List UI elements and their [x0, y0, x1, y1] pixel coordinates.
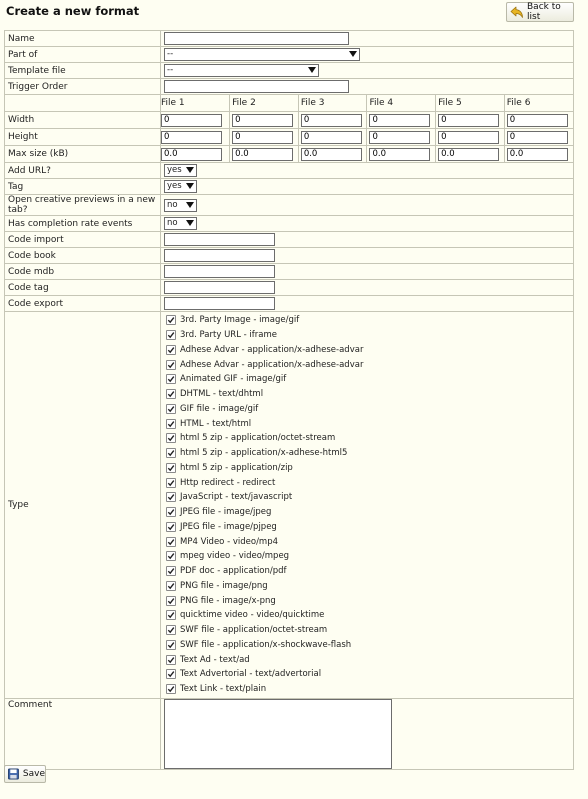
tag-select[interactable]	[164, 180, 197, 193]
checkmark-icon	[167, 567, 175, 575]
checkmark-icon	[167, 493, 175, 501]
file-header: File 3	[298, 95, 367, 111]
checkbox[interactable]	[166, 625, 176, 635]
checkbox[interactable]	[166, 360, 176, 370]
code-mdb-label: Code mdb	[5, 264, 161, 280]
code-tag-input[interactable]	[164, 281, 275, 294]
checkmark-icon	[167, 361, 175, 369]
type-checkbox-label: MP4 Video - video/mp4	[180, 536, 279, 547]
checkbox[interactable]	[166, 478, 176, 488]
code-import-label: Code import	[5, 232, 161, 248]
checkmark-icon	[167, 597, 175, 605]
max-size-input-file-2[interactable]	[232, 148, 293, 161]
checkbox[interactable]	[166, 330, 176, 340]
checkbox[interactable]	[166, 448, 176, 458]
type-checkbox-label: PNG file - image/x-png	[180, 595, 276, 606]
type-checkbox-item[interactable]	[164, 652, 570, 667]
height-label: Height	[5, 129, 161, 146]
row-add-url	[5, 163, 574, 179]
file-header: File 2	[230, 95, 299, 111]
type-checkbox-label: Animated GIF - image/gif	[180, 374, 287, 385]
row-code-tag	[5, 280, 574, 296]
row-height	[5, 129, 574, 146]
type-checkbox-item[interactable]	[164, 534, 570, 549]
chevron-down-icon	[186, 183, 194, 189]
checkbox[interactable]	[166, 345, 176, 355]
checkbox[interactable]	[166, 596, 176, 606]
add-url-select[interactable]	[164, 164, 197, 177]
checkmark-icon	[167, 508, 175, 516]
part-of-select[interactable]	[164, 48, 360, 61]
checkbox[interactable]	[166, 389, 176, 399]
chevron-down-icon	[349, 51, 357, 57]
height-input-file-1[interactable]	[161, 131, 222, 144]
type-checkbox-item[interactable]	[164, 505, 570, 520]
floppy-disk-icon	[8, 768, 19, 780]
checkmark-icon	[167, 552, 175, 560]
row-open-previews	[5, 195, 574, 216]
type-checkbox-item[interactable]	[164, 402, 570, 417]
chevron-down-icon	[186, 220, 194, 226]
back-arrow-icon	[510, 6, 524, 19]
type-checkbox-label: Adhese Advar - application/x-adhese-advar	[180, 359, 364, 370]
row-max-size	[5, 146, 574, 163]
row-type	[5, 312, 574, 699]
checkbox[interactable]	[166, 522, 176, 532]
checkbox[interactable]	[166, 537, 176, 547]
trigger-order-input[interactable]	[164, 80, 349, 93]
row-part-of	[5, 47, 574, 63]
template-file-select[interactable]	[164, 64, 319, 77]
row-trigger-order	[5, 79, 574, 95]
name-input[interactable]	[164, 32, 349, 45]
code-book-label: Code book	[5, 248, 161, 264]
checkbox[interactable]	[166, 551, 176, 561]
save-button[interactable]	[4, 765, 46, 783]
checkmark-icon	[167, 405, 175, 413]
checkbox[interactable]	[166, 315, 176, 325]
row-code-export	[5, 296, 574, 312]
row-code-import	[5, 232, 574, 248]
back-to-list-label: Back to list	[527, 2, 561, 22]
code-tag-label: Code tag	[5, 280, 161, 296]
type-checkbox-label: html 5 zip - application/zip	[180, 462, 293, 473]
code-export-input[interactable]	[164, 297, 275, 310]
max-size-label: Max size (kB)	[5, 146, 161, 163]
checkmark-icon	[167, 523, 175, 531]
row-template-file	[5, 63, 574, 79]
max-size-input-file-4[interactable]	[369, 148, 430, 161]
type-checkbox-label: GIF file - image/gif	[180, 403, 259, 414]
page-title: Create a new format	[6, 4, 140, 18]
checkmark-icon	[167, 641, 175, 649]
chevron-down-icon	[308, 67, 316, 73]
checkmark-icon	[167, 375, 175, 383]
type-checkbox-item[interactable]	[164, 372, 570, 387]
max-size-input-file-6[interactable]	[507, 148, 568, 161]
template-file-value: --	[167, 65, 174, 75]
row-code-mdb	[5, 264, 574, 280]
back-to-list-button[interactable]	[506, 2, 574, 22]
type-checkbox-label: Text Link - text/plain	[180, 684, 267, 695]
checkmark-icon	[167, 656, 175, 664]
type-checkbox-item[interactable]	[164, 638, 570, 653]
checkmark-icon	[167, 434, 175, 442]
checkmark-icon	[167, 538, 175, 546]
checkbox[interactable]	[166, 669, 176, 679]
open-previews-value: no	[167, 199, 178, 210]
format-form	[4, 30, 574, 770]
type-checkbox-item[interactable]	[164, 475, 570, 490]
type-checkbox-label: PDF doc - application/pdf	[180, 566, 287, 577]
type-checkbox-label: html 5 zip - application/x-adhese-html5	[180, 448, 348, 459]
checkbox[interactable]	[166, 419, 176, 429]
type-checkbox-item[interactable]	[164, 520, 570, 535]
type-checkbox-item[interactable]	[164, 623, 570, 638]
row-name	[5, 31, 574, 47]
height-input-file-3[interactable]	[301, 131, 362, 144]
type-checkbox-label: JPEG file - image/pjpeg	[180, 521, 277, 532]
type-checkbox-label: HTML - text/html	[180, 418, 252, 429]
checkbox[interactable]	[166, 463, 176, 473]
checkbox[interactable]	[166, 374, 176, 384]
type-checkbox-label: SWF file - application/octet-stream	[180, 625, 328, 636]
type-checkbox-item[interactable]	[164, 490, 570, 505]
type-checkbox-item[interactable]	[164, 461, 570, 476]
chevron-down-icon	[186, 167, 194, 173]
type-checkbox-label: 3rd. Party URL - iframe	[180, 330, 277, 341]
checkbox[interactable]	[166, 492, 176, 502]
completion-events-value: no	[167, 218, 178, 228]
type-checkbox-item[interactable]	[164, 667, 570, 682]
checkbox[interactable]	[166, 640, 176, 650]
checkbox[interactable]	[166, 655, 176, 665]
row-completion-events	[5, 216, 574, 232]
type-checkbox-label: Adhese Advar - application/x-adhese-advar	[180, 344, 364, 355]
file-header: File 4	[367, 95, 436, 111]
type-checkbox-item[interactable]	[164, 608, 570, 623]
type-checkbox-item[interactable]	[164, 579, 570, 594]
type-checkbox-item[interactable]	[164, 328, 570, 343]
type-checkbox-item[interactable]	[164, 313, 570, 328]
checkbox[interactable]	[166, 684, 176, 694]
width-input-file-3[interactable]	[301, 114, 362, 127]
type-checkbox-label: JavaScript - text/javascript	[180, 492, 293, 503]
completion-events-label: Has completion rate events	[5, 216, 161, 232]
type-label: Type	[5, 312, 161, 699]
checkmark-icon	[167, 390, 175, 398]
file-header: File 5	[436, 95, 505, 111]
comment-textarea[interactable]	[164, 699, 392, 769]
row-width	[5, 112, 574, 129]
checkmark-icon	[167, 420, 175, 428]
type-checkbox-label: JPEG file - image/jpeg	[180, 507, 272, 518]
row-file-headers	[5, 95, 574, 112]
part-of-label: Part of	[5, 47, 161, 63]
checkbox[interactable]	[166, 581, 176, 591]
checkmark-icon	[167, 479, 175, 487]
height-input-file-2[interactable]	[232, 131, 293, 144]
type-checkbox-item[interactable]	[164, 446, 570, 461]
checkmark-icon	[167, 316, 175, 324]
checkmark-icon	[167, 582, 175, 590]
type-checkbox-item[interactable]	[164, 564, 570, 579]
type-checkbox-item[interactable]	[164, 593, 570, 608]
type-checkbox-label: mpeg video - video/mpeg	[180, 551, 290, 562]
type-checkbox-item[interactable]	[164, 357, 570, 372]
type-checkbox-item[interactable]	[164, 343, 570, 358]
width-label: Width	[5, 112, 161, 129]
code-mdb-input[interactable]	[164, 265, 275, 278]
open-previews-select[interactable]	[164, 199, 197, 212]
height-input-file-6[interactable]	[507, 131, 568, 144]
type-checkbox-item[interactable]	[164, 387, 570, 402]
add-url-label: Add URL?	[5, 163, 161, 179]
trigger-order-label: Trigger Order	[5, 79, 161, 95]
height-input-file-5[interactable]	[438, 131, 499, 144]
row-tag	[5, 179, 574, 195]
type-checkbox-label: SWF file - application/x-shockwave-flash	[180, 639, 352, 650]
type-checkbox-label: PNG file - image/png	[180, 580, 268, 591]
max-size-input-file-5[interactable]	[438, 148, 499, 161]
template-file-label: Template file	[5, 63, 161, 79]
type-checkbox-label: Text Ad - text/ad	[180, 654, 250, 665]
add-url-value: yes	[167, 165, 182, 175]
checkmark-icon	[167, 685, 175, 693]
name-label: Name	[5, 31, 161, 47]
type-checkbox-label: Http redirect - redirect	[180, 477, 276, 488]
type-checkbox-item[interactable]	[164, 682, 570, 697]
open-previews-label: Open creative previews in a new tab?	[5, 195, 161, 216]
height-input-file-4[interactable]	[369, 131, 430, 144]
comment-label: Comment	[5, 698, 161, 769]
checkmark-icon	[167, 626, 175, 634]
code-import-input[interactable]	[164, 233, 275, 246]
width-input-file-4[interactable]	[369, 114, 430, 127]
max-size-input-file-1[interactable]	[161, 148, 222, 161]
chevron-down-icon	[186, 202, 194, 208]
type-checkbox-item[interactable]	[164, 416, 570, 431]
width-input-file-6[interactable]	[507, 114, 568, 127]
checkmark-icon	[167, 449, 175, 457]
type-checkbox-label: quicktime video - video/quicktime	[180, 610, 325, 621]
checkmark-icon	[167, 670, 175, 678]
file-header: File 1	[161, 98, 185, 108]
tag-label: Tag	[5, 179, 161, 195]
checkbox[interactable]	[166, 433, 176, 443]
type-checkbox-item[interactable]	[164, 549, 570, 564]
width-input-file-5[interactable]	[438, 114, 499, 127]
code-book-input[interactable]	[164, 249, 275, 262]
file-headers-spacer	[5, 95, 161, 112]
file-header: File 6	[504, 95, 573, 111]
type-checkbox-label: 3rd. Party Image - image/gif	[180, 315, 300, 326]
part-of-value: --	[167, 49, 174, 59]
checkbox[interactable]	[166, 566, 176, 576]
completion-events-select[interactable]	[164, 217, 197, 230]
type-checkbox-label: Text Advertorial - text/advertorial	[180, 669, 322, 680]
type-checkbox-label: DHTML - text/dhtml	[180, 389, 264, 400]
row-comment	[5, 698, 574, 769]
type-checkbox-item[interactable]	[164, 431, 570, 446]
row-code-book	[5, 248, 574, 264]
checkmark-icon	[167, 331, 175, 339]
tag-value: yes	[167, 181, 182, 191]
checkmark-icon	[167, 464, 175, 472]
width-input-file-1[interactable]	[161, 114, 222, 127]
checkmark-icon	[167, 346, 175, 354]
code-export-label: Code export	[5, 296, 161, 312]
type-checkbox-label: html 5 zip - application/octet-stream	[180, 433, 336, 444]
width-input-file-2[interactable]	[232, 114, 293, 127]
type-checkbox-list	[161, 312, 574, 699]
max-size-input-file-3[interactable]	[301, 148, 362, 161]
checkbox[interactable]	[166, 610, 176, 620]
checkbox[interactable]	[166, 507, 176, 517]
checkmark-icon	[167, 611, 175, 619]
checkbox[interactable]	[166, 404, 176, 414]
save-label: Save	[22, 769, 45, 779]
